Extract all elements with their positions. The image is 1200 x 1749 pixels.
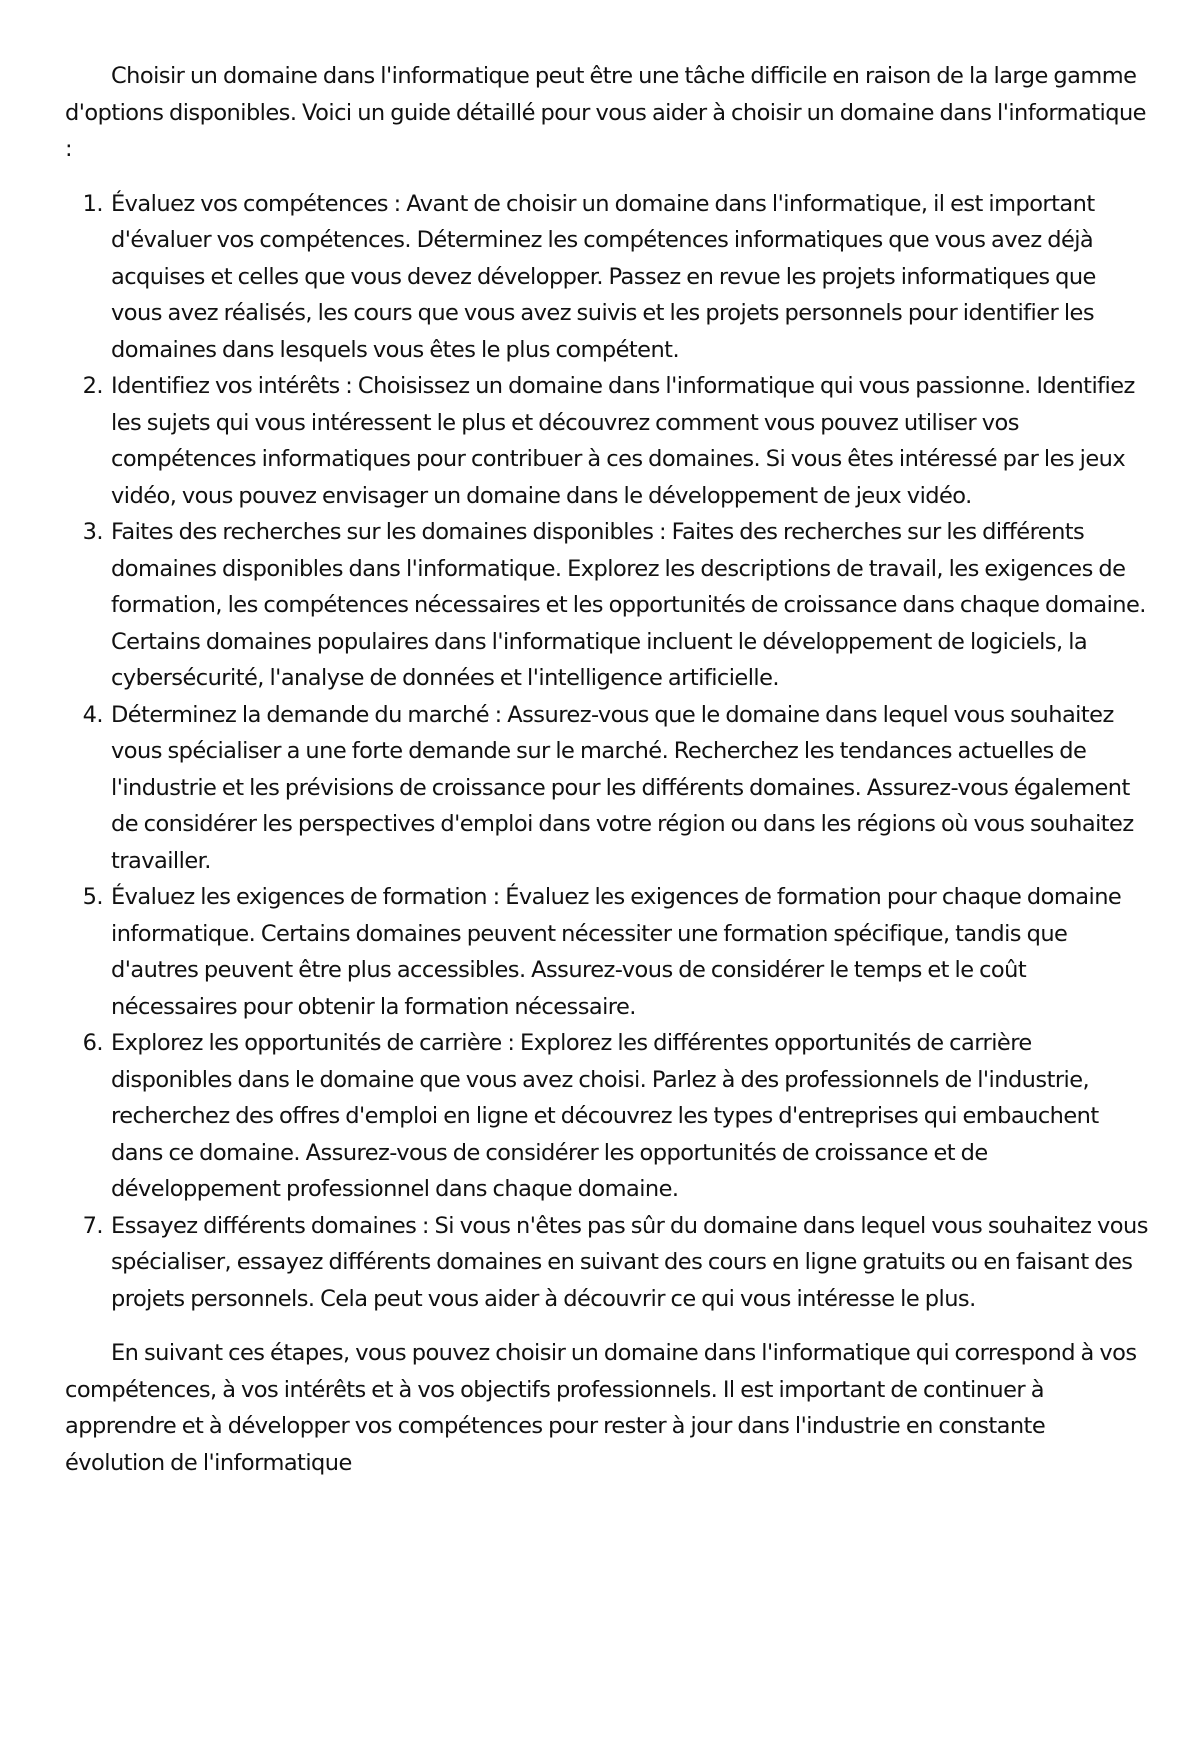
list-number: 2.	[82, 373, 103, 399]
list-item-text: Faites des recherches sur les domaines disponibles : Faites des recherches sur les différents domaines disponibles dans l'informatique. Explorez les descriptions de travail, les exigences de formation, les compétences nécessaires et les opportunités de croissance dans chaque domaine. Certains domaines populaires dans l'informatique incluent le développement de logiciels, la cybersécurité, l'analyse de données et l'intelligence artificielle.	[111, 519, 1146, 691]
list-item-2	[82, 368, 1150, 514]
list-item-text: Essayez différents domaines : Si vous n'êtes pas sûr du domaine dans lequel vous souhaitez vous spécialiser, essayez différents domaines en suivant des cours en ligne gratuits ou en faisant des projets personnels. Cela peut vous aider à découvrir ce qui vous intéresse le plus.	[111, 1212, 1148, 1312]
list-number: 7.	[82, 1212, 103, 1239]
list-item-5	[82, 879, 1150, 1025]
list-item-1	[82, 186, 1150, 369]
list-item-text: Évaluez les exigences de formation : Évaluez les exigences de formation pour chaque domaine informatique. Certains domaines peuvent nécessiter une formation spécifique, tandis que d'autres peuvent être plus accessibles. Assurez-vous de considérer le temps et le coût nécessaires pour obtenir la formation nécessaire.	[111, 884, 1122, 1020]
list-number: 4.	[82, 701, 103, 728]
list-item-7	[82, 1208, 1150, 1318]
list-item-text: Explorez les opportunités de carrière : Explorez les différentes opportunités de carrière disponibles dans le domaine que vous avez choisi. Parlez à des professionnels de l'industrie, recherchez des offres d'emploi en ligne et découvrez les types d'entreprises qui embauchent dans ce domaine. Assurez-vous de considérer les opportunités de croissance et de développement professionnel dans chaque domaine.	[111, 1030, 1099, 1202]
list-item-text: Évaluez vos compétences : Avant de choisir un domaine dans l'informatique, il est important d'évaluer vos compétences. Déterminez les compétences informatiques que vous avez déjà acquises et celles que vous devez développer. Passez en revue les projets informatiques que vous avez réalisés, les cours que vous avez suivis et les projets personnels pour identifier les domaines dans lesquels vous êtes le plus compétent.	[111, 190, 1096, 363]
list-item-4	[82, 697, 1150, 880]
list-number: 6.	[82, 1030, 103, 1056]
steps-list	[65, 186, 1150, 1318]
list-item-text: Identifiez vos intérêts : Choisissez un domaine dans l'informatique qui vous passionne. Identifiez les sujets qui vous intéressent le plus et découvrez comment vous pouvez utiliser vos compétences informatiques pour contribuer à ces domaines. Si vous êtes intéressé par les jeux vidéo, vous pouvez envisager un domaine dans le développement de jeux vidéo.	[111, 373, 1135, 509]
list-item-3	[82, 514, 1150, 697]
list-number: 1.	[82, 190, 103, 217]
conclusion-paragraph: En suivant ces étapes, vous pouvez choisir un domaine dans l'informatique qui correspond à vos compétences, à vos intérêts et à vos objectifs professionnels. Il est important de continuer à apprendre et à développer vos compétences pour rester à jour dans l'industrie en constante évolution de l'informatique	[65, 1340, 1137, 1476]
list-item-text: Déterminez la demande du marché : Assurez-vous que le domaine dans lequel vous souhaitez vous spécialiser a une forte demande sur le marché. Recherchez les tendances actuelles de l'industrie et les prévisions de croissance pour les différents domaines. Assurez-vous également de considérer les perspectives d'emploi dans votre région ou dans les régions où vous souhaitez travailler.	[111, 701, 1134, 874]
list-number: 3.	[82, 519, 103, 545]
intro-paragraph: Choisir un domaine dans l'informatique peut être une tâche difficile en raison de la large gamme d'options disponibles. Voici un guide détaillé pour vous aider à choisir un domaine dans l'informatique :	[65, 63, 1146, 162]
list-item-6	[82, 1025, 1150, 1208]
document-page	[65, 58, 1150, 1481]
list-number: 5.	[82, 884, 103, 910]
